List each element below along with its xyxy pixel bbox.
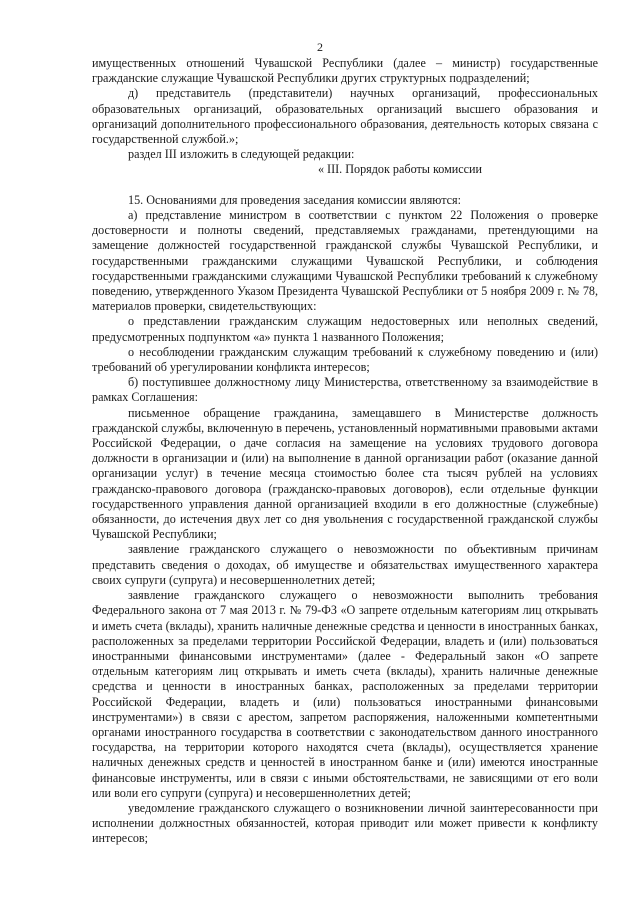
paragraph-income-statement: заявление гражданского служащего о невозможности по объективным причинам представить сведения о доходах, об имуществе и обязательствах имущественного характера своих супруги (супруга) и несовершеннолетних детей; bbox=[92, 542, 598, 587]
paragraph-item-d: д) представитель (представители) научных организаций, профессиональных образовательных организаций, образовательных организаций высшего образования и организаций дополнительного профессионального образования, деятельность которых связана с государственной службой.»; bbox=[92, 86, 598, 147]
document-body bbox=[92, 56, 598, 847]
paragraph-15: 15. Основаниями для проведения заседания комиссии являются: bbox=[128, 192, 461, 207]
paragraph-conflict-notice: уведомление гражданского служащего о возникновении личной заинтересованности при исполнении должностных обязанностей, которая приводит или может привести к конфликту интересов; bbox=[92, 800, 598, 846]
paragraph-item-b: б) поступившее должностному лицу Министерства, ответственному за взаимодействие в рамках Соглашения: bbox=[92, 375, 598, 405]
page-number: 2 bbox=[317, 40, 323, 54]
paragraph-foreign-accounts: заявление гражданского служащего о невозможности выполнить требования Федерального закона от 7 мая 2013 г. № 79-ФЗ «О запрете отдельным категориям лиц открывать и иметь счета (вклады), хранить наличные денежные средства и ценности в иностранных банках, расположенных за пределами территории Российской Федерации, владеть и (или) пользоваться иностранными финансовыми инструментами» (далее - Федеральный закон «О запрете отдельным категориям лиц открывать и иметь счета (вклады), хранить наличные денежные средства и ценности в иностранных банках, расположенных за пределами территории Российской Федерации, владеть и (или) пользоваться иностранными финансовыми инструментами») в связи с арестом, запретом распоряжения, наложенными компетентными органами иностранного государства в соответствии с законодательством данного иностранного государства, на территории которого находятся счета (вклады), осуществляется хранение наличных денежных средств и ценностей в иностранном банке и (или) имеются иностранные финансовые инструменты, или в связи с иными обстоятельствами, не зависящими от его воли или воли его супруги (супруга) и несовершеннолетних детей; bbox=[92, 588, 598, 800]
paragraph-members-continuation: имущественных отношений Чувашской Республики (далее – министр) государственные гражданские служащие Чувашской Республики других структурных подразделений; bbox=[92, 56, 598, 86]
paragraph-non-compliance: о несоблюдении гражданским служащим требований к служебному поведению и (или) требований об урегулировании конфликта интересов; bbox=[92, 344, 598, 375]
paragraph-written-appeal: письменное обращение гражданина, замещавшего в Министерстве должность гражданской службы, включенную в перечень, установленный нормативными правовыми актами Российской Федерации, о даче согласия на замещение на условиях трудового договора должности в организации и (или) на выполнение в данной организации работ (оказание данной организации услуг) в течение месяца стоимостью более ста тысяч рублей на условиях гражданско-правового договора (гражданско-правовых договоров), если отдельные функции государственного управления данной организацией входили в его должностные (служебные) обязанности, до истечения двух лет со дня увольнения с государственной гражданской службы Чувашской Республики; bbox=[92, 405, 598, 542]
paragraph-false-info: о представлении гражданским служащим недостоверных или неполных сведений, предусмотренных подпунктом «а» пункта 1 названного Положения; bbox=[92, 314, 598, 344]
paragraph-item-a: а) представление министром в соответствии с пунктом 22 Положения о проверке достоверности и полноты сведений, представляемых гражданами, претендующими на замещение должностей государственной гражданской службы Чувашской Республики, и государственными гражданскими служащими Чувашской Республики, и соблюдения государственными гражданскими служащими Чувашской Республики требований к служебному поведению, утвержденного Указом Президента Чувашской Республики от 5 ноября 2009 г. № 78, материалов проверки, свидетельствующих: bbox=[92, 208, 598, 314]
section-heading: « III. Порядок работы комиссии bbox=[317, 162, 483, 177]
paragraph-section-intro: раздел III изложить в следующей редакции: bbox=[128, 147, 355, 162]
